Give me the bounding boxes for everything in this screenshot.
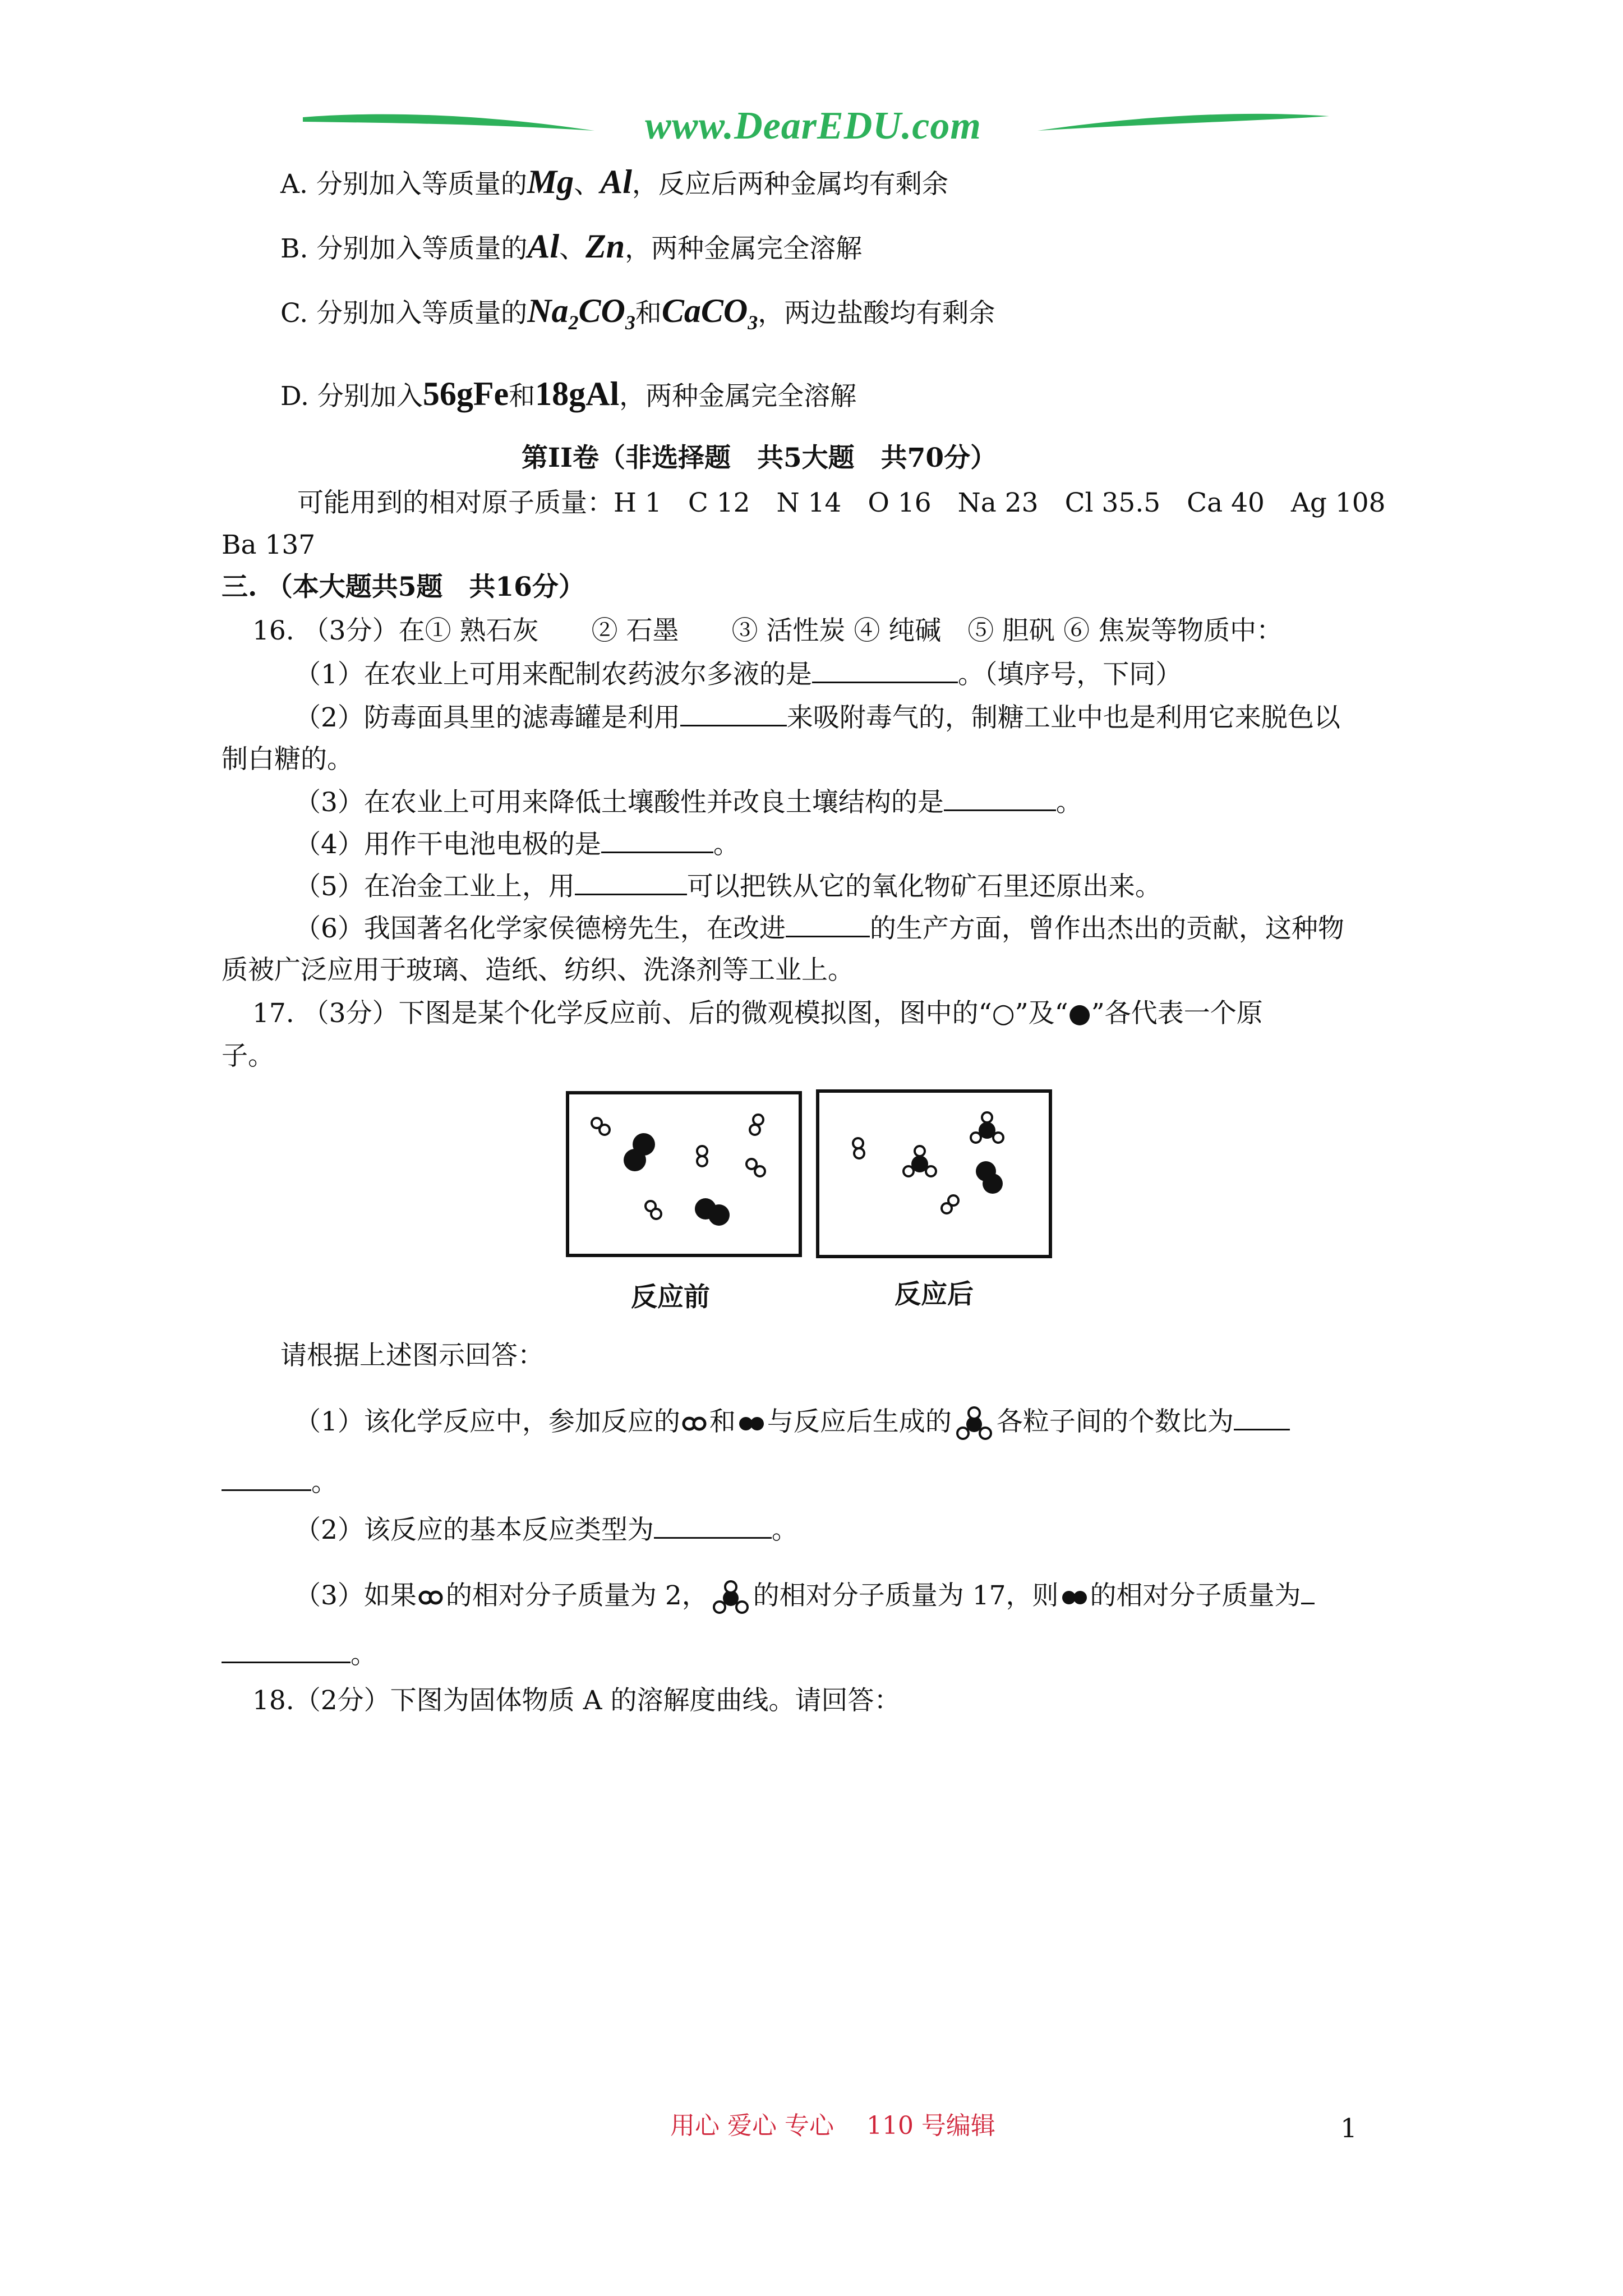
- answer-blank[interactable]: [575, 871, 687, 895]
- nh3-molecule-icon: [952, 1405, 997, 1442]
- header-site-logo: www.DearEDU.com: [645, 104, 981, 148]
- option-c: C. 分别加入等质量的$Na_2CO_3$和CaCO$_3$，两边盐酸均有剩余: [280, 292, 995, 334]
- footer-editor-note: 用心 爱心 专心 110 号编辑: [670, 2111, 995, 2140]
- n2-molecule-icon: [736, 1415, 767, 1432]
- q17-stem-line1: 17. （3分）下图是某个化学反应前、后的微观模拟图，图中的“○”及“●”各代表一个原: [252, 998, 1263, 1029]
- answer-blank[interactable]: [812, 659, 958, 683]
- section2-title: 第II卷（非选择题 共5大题 共70分）: [522, 443, 997, 473]
- answer-blank[interactable]: [944, 787, 1056, 811]
- q16-sub4: （4）用作干电池电极的是 。: [294, 829, 740, 860]
- q17-sub1-cont: 。: [222, 1467, 338, 1498]
- header-swoosh-right: [1038, 109, 1329, 137]
- n2-molecule-icon: [1059, 1589, 1090, 1606]
- q16-sub1: （1）在农业上可用来配制农药波尔多液的是 。（填序号，下同）: [294, 659, 1182, 690]
- q17-sub3-cont: 。: [222, 1639, 377, 1670]
- box-before: [568, 1093, 800, 1255]
- atomic-masses-line2: Ba 137: [222, 530, 316, 560]
- answer-blank[interactable]: [601, 829, 713, 853]
- q17-stem-line2: 子。: [222, 1041, 274, 1071]
- q16-sub2-cont: 制白糖的。: [222, 744, 353, 775]
- box-after: [818, 1091, 1050, 1257]
- q16-sub5: （5）在冶金工业上，用 可以把铁从它的氧化物矿石里还原出来。: [294, 871, 1161, 902]
- atomic-masses-line1: 可能用到的相对原子质量：H 1 C 12 N 14 O 16 Na 23 Cl 35.5 Ca 40 Ag 108: [297, 487, 1386, 518]
- reaction-diagram: [561, 1088, 1066, 1273]
- option-a: A. 分别加入等质量的Mg、Al，反应后两种金属均有剩余: [280, 163, 948, 200]
- q17-sub1: （1）该化学反应中，参加反应的 和 与反应后生成的 各粒子间的个数比为: [294, 1405, 1290, 1442]
- option-b: B. 分别加入等质量的Al、Zn，两种金属完全溶解: [280, 228, 863, 265]
- answer-blank[interactable]: [654, 1515, 772, 1539]
- q16-sub3: （3）在农业上可用来降低土壤酸性并改良土壤结构的是 。: [294, 787, 1082, 818]
- h2-molecule-icon: [417, 1589, 446, 1606]
- answer-blank[interactable]: [222, 1467, 311, 1491]
- answer-blank[interactable]: [1234, 1406, 1290, 1430]
- answer-blank[interactable]: [222, 1639, 351, 1663]
- q16-stem: 16. （3分）在① 熟石灰 ② 石墨 ③ 活性炭 ④ 纯碱 ⑤ 胆矾 ⑥ 焦炭等物质中：: [252, 615, 1283, 646]
- label-before: 反应前: [631, 1282, 710, 1312]
- q17-sub3: （3）如果 的相对分子质量为 2， 的相对分子质量为 17，则 的相对分子质量为: [294, 1579, 1315, 1616]
- page-number: 1: [1340, 2113, 1357, 2144]
- q18-stem: 18.（2分）下图为固体物质 A 的溶解度曲线。请回答：: [252, 1685, 901, 1716]
- q16-sub6-cont: 质被广泛应用于玻璃、造纸、纺织、洗涤剂等工业上。: [222, 955, 854, 986]
- answer-blank[interactable]: [680, 702, 787, 726]
- answer-blank[interactable]: [1301, 1580, 1315, 1604]
- q16-sub6: （6）我国著名化学家侯德榜先生，在改进 的生产方面，曾作出杰出的贡献，这种物: [294, 913, 1344, 944]
- q16-sub2: （2）防毒面具里的滤毒罐是利用 来吸附毒气的，制糖工业中也是利用它来脱色以: [294, 702, 1340, 733]
- header-swoosh-left: [303, 109, 594, 137]
- q17-sub2: （2）该反应的基本反应类型为 。: [294, 1515, 798, 1545]
- q17-prompt: 请根据上述图示回答：: [280, 1340, 544, 1371]
- option-d: D. 分别加入56gFe和18gAl，两种金属完全溶解: [280, 375, 857, 412]
- answer-blank[interactable]: [786, 913, 870, 937]
- part3-heading: 三. （本大题共5题 共16分）: [222, 572, 585, 602]
- nh3-molecule-icon: [708, 1579, 753, 1616]
- label-after: 反应后: [895, 1279, 974, 1309]
- h2-molecule-icon: [680, 1415, 709, 1432]
